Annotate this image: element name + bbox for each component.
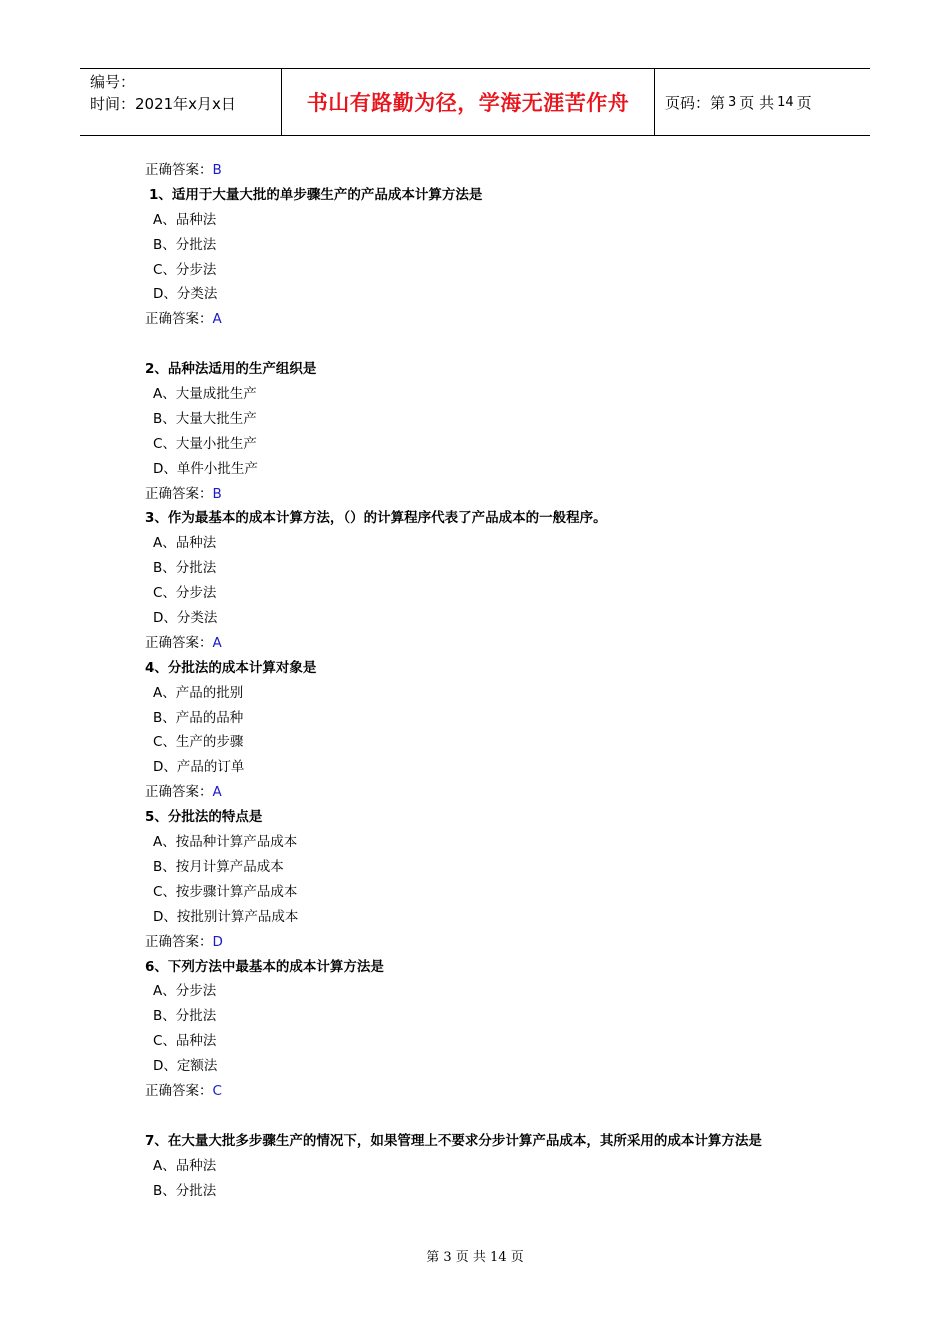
answer-label: 正确答案：: [145, 1082, 213, 1099]
option-letter: B: [153, 709, 163, 726]
option-text: 、分步法: [162, 261, 217, 278]
option-text: 、按批别计算产品成本: [163, 908, 299, 925]
option-item: [145, 457, 865, 482]
option-letter: A: [153, 983, 163, 1000]
question-stem: 5、分批法的特点是: [145, 809, 263, 826]
option-item: [145, 606, 865, 631]
option-item: [145, 1004, 865, 1029]
option-text: 、产品的批别: [162, 684, 244, 701]
answer-value: C: [212, 1082, 222, 1099]
question-stem: 6、下列方法中最基本的成本计算方法是: [145, 958, 384, 975]
answer-label: 正确答案：: [145, 634, 213, 651]
option-letter: A: [153, 535, 163, 552]
question-stem: 3、作为最基本的成本计算方法，（）的计算程序代表了产品成本的一般程序。: [145, 510, 607, 527]
correct-answer: [145, 307, 865, 332]
page-suffix: 页: [796, 93, 812, 112]
option-letter: D: [153, 460, 164, 477]
option-item: [145, 979, 865, 1004]
page-number: 3: [728, 94, 737, 110]
option-letter: B: [153, 1008, 163, 1025]
page-mid: 页 共: [739, 93, 775, 112]
option-item: [145, 531, 865, 556]
option-item: [145, 730, 865, 755]
option-item: [145, 233, 865, 258]
option-text: 、分类法: [163, 610, 218, 627]
option-text: 、按步骤计算产品成本: [162, 883, 298, 900]
option-item: [145, 1154, 865, 1179]
question-stem: 7、在大量大批多步骤生产的情况下，如果管理上不要求分步计算产品成本，其所采用的成本计算方法是: [145, 1132, 762, 1149]
answer-label: 正确答案：: [145, 162, 213, 178]
option-item: [145, 755, 865, 780]
option-text: 、分批法: [162, 1182, 217, 1199]
answer-label: 正确答案：: [145, 784, 213, 801]
answer-label: 正确答案：: [145, 311, 213, 328]
question-stem: 4、分批法的成本计算对象是: [145, 659, 317, 676]
option-item: [145, 855, 865, 880]
option-letter: C: [153, 435, 163, 452]
option-letter: C: [153, 261, 163, 278]
option-item: [145, 1179, 865, 1204]
option-text: 、分批法: [162, 1008, 217, 1025]
option-item: [145, 282, 865, 307]
option-text: 、按月计算产品成本: [162, 858, 284, 875]
option-letter: A: [153, 386, 163, 403]
option-text: 、产品的品种: [162, 709, 244, 726]
blank-line: [145, 1104, 865, 1129]
option-letter: D: [153, 286, 164, 303]
option-item: [145, 1054, 865, 1079]
option-text: 、品种法: [162, 535, 217, 552]
option-letter: A: [153, 834, 163, 851]
question-stem: 1、适用于大量大批的单步骤生产的产品成本计算方法是: [149, 186, 483, 203]
correct-answer: [145, 780, 865, 805]
correct-answer: [145, 482, 865, 507]
option-letter: C: [153, 585, 163, 602]
option-text: 、分步法: [162, 983, 217, 1000]
option-text: 、品种法: [162, 211, 217, 228]
option-text: 、大量小批生产: [162, 435, 257, 452]
correct-answer: [145, 1079, 865, 1104]
option-text: 、定额法: [163, 1058, 218, 1075]
answer-value: A: [212, 634, 222, 651]
option-item: [145, 905, 865, 930]
option-item: [145, 830, 865, 855]
question-stem: 2、品种法适用的生产组织是: [145, 361, 317, 378]
option-text: 、品种法: [162, 1033, 217, 1050]
option-letter: B: [153, 858, 163, 875]
option-letter: B: [153, 560, 163, 577]
blank-line: [145, 332, 865, 357]
question-list: [145, 158, 865, 1203]
page-total: 14: [777, 94, 794, 110]
answer-value: B: [212, 162, 222, 178]
option-item: [145, 258, 865, 283]
option-letter: B: [153, 1182, 163, 1199]
correct-answer: [145, 930, 865, 955]
option-text: 、大量大批生产: [162, 410, 257, 427]
answer-label: 正确答案：: [145, 933, 213, 950]
option-letter: A: [153, 1157, 163, 1174]
number-label: 编号：: [90, 73, 136, 91]
answer-value: A: [212, 311, 222, 328]
answer-value: B: [212, 485, 222, 502]
time-label: 时间：2021年x月x日: [90, 95, 236, 113]
option-item: [145, 706, 865, 731]
option-letter: D: [153, 908, 164, 925]
option-item: [145, 382, 865, 407]
option-text: 、大量成批生产: [162, 386, 257, 403]
page-footer: 第 3 页 共 14 页: [426, 1250, 524, 1265]
option-letter: D: [153, 759, 164, 776]
answer-label: 正确答案：: [145, 485, 213, 502]
option-text: 、分批法: [162, 236, 217, 253]
option-letter: C: [153, 1033, 163, 1050]
option-text: 、单件小批生产: [163, 460, 258, 477]
option-item: [145, 208, 865, 233]
answer-value: D: [212, 933, 223, 950]
option-text: 、生产的步骤: [162, 734, 244, 751]
option-text: 、分步法: [162, 585, 217, 602]
option-text: 、按品种计算产品成本: [162, 834, 298, 851]
header-motto: 书山有路勤为径，学海无涯苦作舟: [306, 90, 630, 115]
option-item: [145, 681, 865, 706]
option-text: 、分类法: [163, 286, 218, 303]
option-item: [145, 880, 865, 905]
option-letter: D: [153, 610, 164, 627]
answer-value: A: [212, 784, 222, 801]
page-header: [80, 68, 870, 136]
option-item: [145, 1029, 865, 1054]
page-prefix: 页码：第: [665, 93, 726, 112]
option-letter: B: [153, 236, 163, 253]
option-letter: A: [153, 211, 163, 228]
option-letter: C: [153, 883, 163, 900]
header-page-info: [655, 69, 870, 135]
option-letter: C: [153, 734, 163, 751]
option-item: [145, 407, 865, 432]
header-motto-cell: [282, 69, 655, 135]
correct-answer: [145, 631, 865, 656]
option-letter: A: [153, 684, 163, 701]
option-item: [145, 581, 865, 606]
option-text: 、品种法: [162, 1157, 217, 1174]
header-meta: [80, 69, 282, 135]
lead-answer: [145, 158, 865, 183]
option-item: [145, 556, 865, 581]
option-item: [145, 432, 865, 457]
option-letter: B: [153, 410, 163, 427]
option-text: 、产品的订单: [163, 759, 245, 776]
option-text: 、分批法: [162, 560, 217, 577]
option-letter: D: [153, 1058, 164, 1075]
